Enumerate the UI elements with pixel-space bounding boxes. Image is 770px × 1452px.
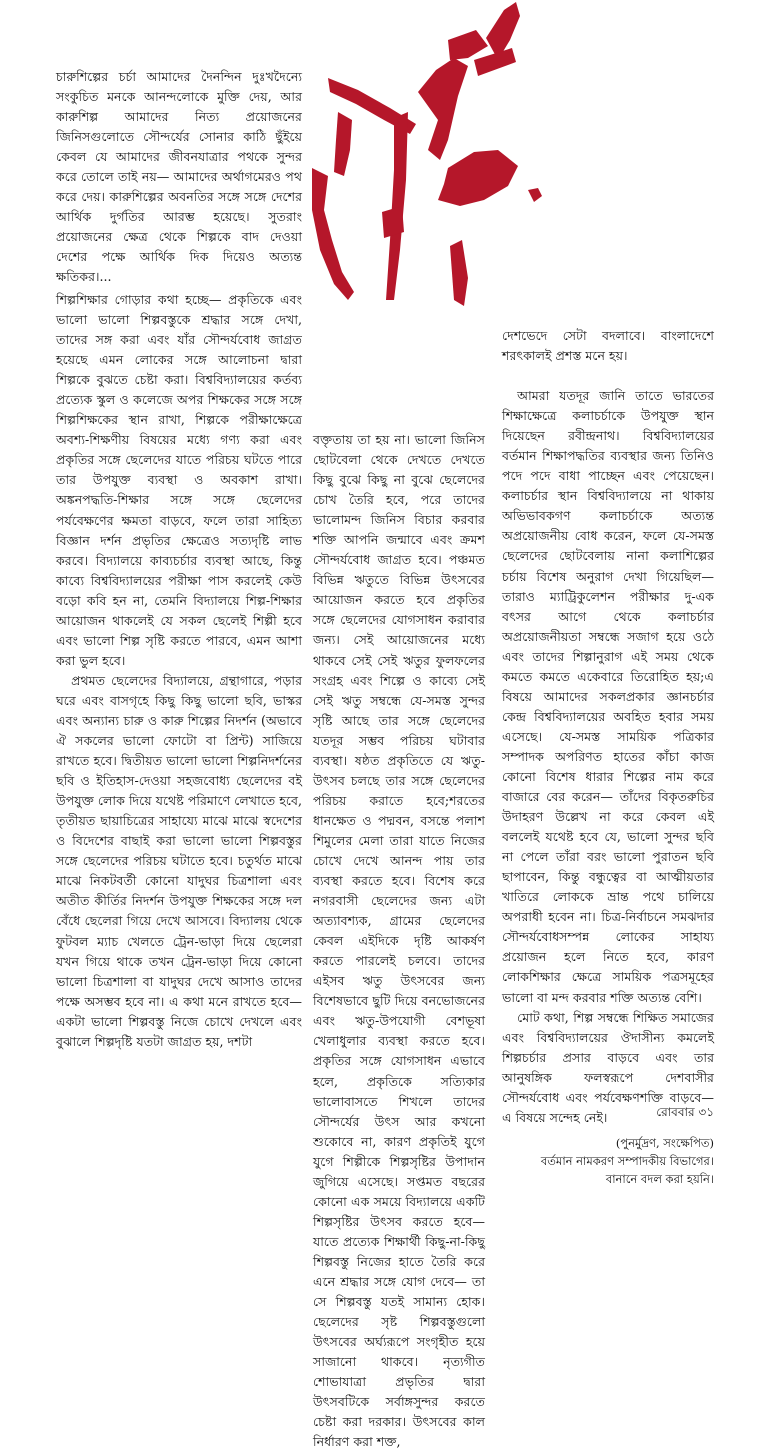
paragraph: প্রথমত ছেলেদের বিদ্যালয়ে, গ্রন্থাগারে, পড়ার ঘরে এবং বাসগৃহে কিছু কিছু ভালো ছবি, ভাস্কর এবং অন্যান্য চারু ও কারু শিল্পের নিদর্শন (অভাবে ঐ সকলের ভালো ফোটো বা প্রিন্ট) সাজিয়ে রাখতে হবে। দ্বিতীয়ত ভালো ভালো শিল্পনিদর্শনের ছবি ও ইতিহাস-দেওয়া সহজবোধ্য ছেলেদের বই উপযুক্ত লোক দিয়ে যথেষ্ট পরিমাণে লেখাতে হবে, তৃতীয়ত ছায়াচিত্রের সাহায্যে মাঝে মাঝে স্বদেশের ও বিদেশের বাছাই করা ভালো ভালো শিল্পবস্তুর সঙ্গে ছেলেদের পরিচয় ঘটাতে হবে। চতুর্থত মাঝে মাঝে নিকটবর্তী কোনো যাদুঘর চিত্রশালা এবং অতীত কীর্তির নিদর্শন উপযুক্ত শিক্ষকের সঙ্গে দল বেঁধে ছেলেরা গিয়ে দেখে আসবে। বিদ্যালয় থেকে ফুটবল ম্যাচ খেলতে ট্রেন-ভাড়া দিয়ে ছেলেরা যখন গিয়ে থাকে তখন ট্রেন-ভাড়া দিয়ে কোনো ভালো চিত্রশালা বা যাদুঘর দেখে আসাও তাদের পক্ষে অসম্ভব হবে না। এ কথা মনে রাখতে হবে— একটা ভালো শিল্পবস্তু নিজে চোখে দেখলে এবং বুঝালে শিল্পদৃষ্টি যতটা জাগ্রত হয়, দশটা <box>56 672 302 1049</box>
calligraphy-art <box>298 0 548 330</box>
title-calligraphy <box>298 0 548 330</box>
column-3 <box>502 326 714 1188</box>
paragraph: চারুশিল্পের চর্চা আমাদের দৈনন্দিন দুঃখদৈন্যে সংকুচিত মনকে আনন্দলোকে মুক্তি দেয়, আর কারুশিল্প আমাদের নিত্য প্রয়োজনের জিনিসগুলোতে সৌন্দর্যের সোনার কাঠি ছুঁইয়ে কেবল যে আমাদের জীবনযাত্রার পথকে সুন্দর করে তোলে তাই নয়— আমাদের অর্থাগমেরও পথ করে দেয়। কারুশিল্পের অবনতির সঙ্গে সঙ্গে দেশের আর্থিক দুর্গতির আরম্ভ হয়েছে। সুতরাং প্রয়োজনের ক্ষেত্র থেকে শিল্পকে বাদ দেওয়া দেশের পক্ষে আর্থিক দিক দিয়েও অত্যন্ত ক্ষতিকর।... <box>56 69 302 285</box>
paragraph: আমরা যতদূর জানি তাতে ভারতের শিক্ষাক্ষেত্রে কলাচর্চাকে উপযুক্ত স্থান দিয়েছেন রবীন্দ্রনাথ। বিশ্ববিদ্যালয়ের বর্তমান শিক্ষাপদ্ধতির ব্যবস্থার জন্য তিনিও পদে পদে বাধা পাচ্ছেন এবং পেয়েছেন। কলাচর্চার স্থান বিশ্ববিদ্যালয়ে না থাকায় অভিভাবকগণ কলাচর্চাকে অত্যন্ত অপ্রয়োজনীয় বোধ করেন, ফলে যে-সমস্ত ছেলেদের ছোটবেলায় নানা কলাশিল্পের চর্চায় বিশেষ অনুরাগ দেখা গিয়েছিল— তারাও ম্যাট্রিকুলেশন পরীক্ষার দু-এক বৎসর আগে থেকে কলাচর্চার অপ্রয়োজনীয়তা সম্বন্ধে সজাগ হয়ে ওঠে এবং তাদের শিল্পানুরাগ এই সময় থেকে কমতে কমতে একেবারে তিরোহিত হয়;এ বিষয়ে আমাদের সকলপ্রকার জ্ঞানচর্চার কেন্দ্র বিশ্ববিদ্যালয়ের অবহিত হবার সময় এসেছে। যে-সমস্ত সাময়িক পত্রিকার সম্পাদক অপরিণত হাতের কাঁচা কাজ কোনো বিশেষ ধারার শিল্পের নাম করে বাজারে বের করেন— তাঁদের বিকৃতরুচির উদাহরণ উল্লেখ না করে কেবল এই বললেই যথেষ্ট হবে যে, ভালো সুন্দর ছবি না পেলে তাঁরা বরং ভালো পুরাতন ছবি ছাপাবেন, কিন্তু বন্ধুত্বের বা আত্মীয়তার খাতিরে লোককে ভ্রান্ত পথে চালিয়ে অপরাধী হবেন না। চিত্র-নির্বাচনে সমঝদার সৌন্দর্যবোধসম্পন্ন লোকের সাহায্য প্রয়োজন হলে নিতে হবে, কারণ লোকশিক্ষার ক্ষেত্রে সাময়িক পত্রসমূহের ভালো বা মন্দ করবার শক্তি অত্যন্ত বেশি। <box>502 388 714 1005</box>
credit-line: (পুনর্মুদ্রণ, সংক্ষেপিত) <box>615 1135 714 1150</box>
column-1 <box>56 67 302 288</box>
credit-line: বর্তমান নামকরণ সম্পাদকীয় বিভাগের। <box>540 1153 714 1168</box>
paragraph: বক্তৃতায় তা হয় না। ভালো জিনিস ছোটবেলা থেকে দেখতে দেখতে কিছু বুঝে কিছু না বুঝে ছেলেদের চোখ তৈরি হবে, পরে তাদের ভালোমন্দ জিনিস বিচার করবার শক্তি আপনি জন্মাবে এবং ক্রমশ সৌন্দর্যবোধ জাগ্রত হবে। পঞ্চমত বিভিন্ন ঋতুতে বিভিন্ন উৎসবের আয়োজন করতে হবে প্রকৃতির সঙ্গে ছেলেদের যোগসাধন করাবার জন্য। সেই আয়োজনের মধ্যে থাকবে সেই সেই ঋতুর ফুলফলের সংগ্রহ এবং শিল্পে ও কাব্যে সেই সেই ঋতু সম্বন্ধে যে-সমস্ত সুন্দর সৃষ্টি আছে তার সঙ্গে ছেলেদের যতদূর সম্ভব পরিচয় ঘটাবার ব্যবস্থা। ষষ্ঠত প্রকৃতিতে যে ঋতু-উৎসব চলছে তার সঙ্গে ছেলেদের পরিচয় করাতে হবে;শরতের ধানক্ষেত ও পদ্মবন, বসন্তে পলাশ শিমুলের মেলা তারা যাতে নিজের চোখে দেখে আনন্দ পায় তার ব্যবস্থা করতে হবে। বিশেষ করে নগরবাসী ছেলেদের জন্য এটা অত্যাবশ্যক, গ্রামের ছেলেদের কেবল এইদিকে দৃষ্টি আকর্ষণ করতে পারলেই চলবে। তাদের এইসব ঋতু উৎসবের জন্য বিশেষভাবে ছুটি দিয়ে বনভোজনের এবং ঋতু-উপযোগী বেশভূষা খেলাধুলার ব্যবস্থা করতে হবে। প্রকৃতির সঙ্গে যোগসাধন এভাবে হলে, প্রকৃতিকে সত্যিকার ভালোবাসতে শিখলে তাদের সৌন্দর্যের উৎস আর কখনো শুকোবে না, কারণ প্রকৃতিই যুগে যুগে শিল্পীকে শিল্পসৃষ্টির উপাদান জুগিয়ে এসেছে। সপ্তমত বছরের কোনো এক সময়ে বিদ্যালয়ে একটি শিল্পসৃষ্টির উৎসব করতে হবে— যাতে প্রত্যেক শিক্ষার্থী কিছু-না-কিছু শিল্পবস্তু নিজের হাতে তৈরি করে এনে শ্রদ্ধার সঙ্গে যোগ দেবে— তা সে শিল্পবস্তু যতই সামান্য হোক। ছেলেদের সৃষ্ট শিল্পবস্তুগুলো উৎসবের অর্ঘ্যরূপে সংগৃহীত হয়ে সাজানো থাকবে। নৃত্যগীত শোভাযাত্রা প্রভৃতির দ্বারা উৎসবটিকে সর্বাঙ্গসুন্দর করতে চেষ্টা করা দরকার। উৎসবের কাল নির্ধারণ করা শক্ত, <box>313 432 485 1450</box>
paragraph: মোট কথা, শিল্প সম্বন্ধে শিক্ষিত সমাজের এবং বিশ্ববিদ্যালয়ের ঔদাসীন্য কমলেই শিল্পচর্চার প্রসার বাড়বে এবং তার আনুষঙ্গিক ফলস্বরূপে দেশবাসীর সৌন্দর্যবোধ এবং পর্যবেক্ষণশক্তি বাড়বে— এ বিষয়ে সন্দেহ নেই। <box>502 1009 714 1125</box>
column-2 <box>313 430 485 1452</box>
page-footer: রোববার ৩১ <box>656 1105 714 1119</box>
column-1-continued <box>56 290 302 1052</box>
credit-line: বানানে বদল করা হয়নি। <box>605 1171 714 1186</box>
paragraph: শিল্পশিক্ষার গোড়ার কথা হচ্ছে— প্রকৃতিকে এবং ভালো ভালো শিল্পবস্তুকে শ্রদ্ধার সঙ্গে দেখা, তাদের সঙ্গ করা এবং যাঁর সৌন্দর্যবোধ জাগ্রত হয়েছে এমন লোকের সঙ্গে আলোচনা দ্বারা শিল্পকে বুঝতে চেষ্টা করা। বিশ্ববিদ্যালয়ের কর্তব্য প্রত্যেক স্কুল ও কলেজে অপর শিক্ষকের সঙ্গে সঙ্গে শিল্পশিক্ষকের স্থান রাখা, শিল্পকে পরীক্ষাক্ষেত্রে অবশ্য-শিক্ষণীয় বিষয়ের মধ্যে গণ্য করা এবং প্রকৃতির সঙ্গে ছেলেদের যাতে পরিচয় ঘটতে পারে তার উপযুক্ত ব্যবস্থা ও অবকাশ রাখা। অঙ্কনপদ্ধতি-শিক্ষার সঙ্গে সঙ্গে ছেলেদের পর্যবেক্ষণের ক্ষমতা বাড়বে, ফলে তারা সাহিত্য বিজ্ঞান দর্শন প্রভৃতির ক্ষেত্রেও সত্যদৃষ্টি লাভ করবে। বিদ্যালয়ে কাব্যচর্চার ব্যবস্থা আছে, কিন্তু কাব্যে বিশ্ববিদ্যালয়ের পরীক্ষা পাস করলেই কেউ বড়ো কবি হন না, তেমনি বিদ্যালয়ে শিল্প-শিক্ষার আয়োজন থাকলেই যে সকল ছেলেই শিল্পী হবে এবং ভালো শিল্প সৃষ্টি করতে পারবে, এমন আশা করা ভুল হবে। <box>56 292 302 668</box>
paragraph: দেশভেদে সেটা বদলাবে। বাংলাদেশে শরৎকালই প্রশস্ত মনে হয়। <box>502 328 714 364</box>
